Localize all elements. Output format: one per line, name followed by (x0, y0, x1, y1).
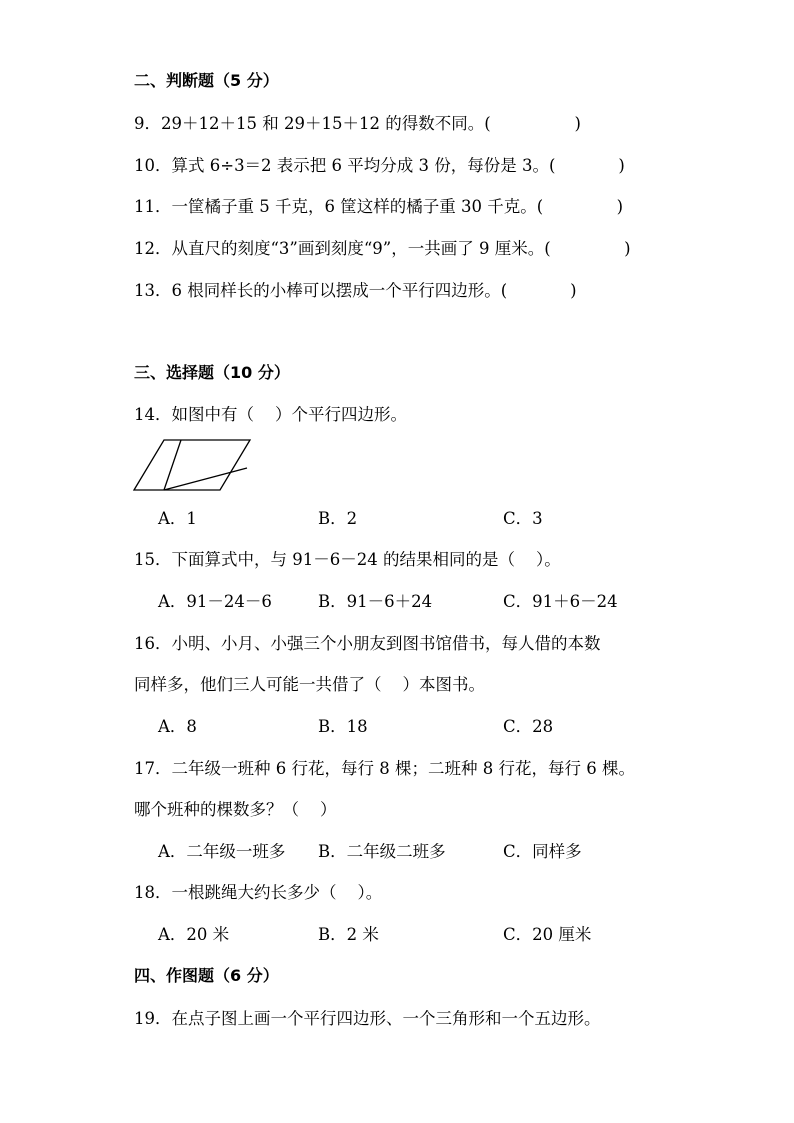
question-17-line-1: 17．二年级一班种 6 行花，每行 8 棵；二班种 8 行花，每行 6 棵。 (134, 759, 635, 778)
q17-option-a: A．二年级一班多 (158, 842, 286, 861)
q14-option-a: A．1 (158, 509, 197, 528)
section-title-drawing: 四、作图题（6 分） (134, 966, 279, 985)
q18-option-b: B．2 米 (318, 925, 379, 944)
question-16-line-2: 同样多，他们三人可能一共借了（ ）本图书。 (134, 675, 485, 694)
question-14: 14．如图中有（ ）个平行四边形。 (134, 405, 407, 424)
section-title-choice: 三、选择题（10 分） (134, 363, 290, 382)
q18-option-c: C．20 厘米 (503, 925, 592, 944)
question-12: 12．从直尺的刻度“3”画到刻度“9”，一共画了 9 厘米。( ) (134, 239, 631, 258)
question-15: 15．下面算式中，与 91－6－24 的结果相同的是（ ）。 (134, 550, 561, 569)
inner-diagonal-line (164, 468, 247, 490)
q16-option-b: B．18 (318, 717, 368, 736)
question-17-line-2: 哪个班种的棵数多？（ ） (134, 800, 337, 819)
section-title-judgement: 二、判断题（5 分） (134, 71, 279, 90)
q15-option-a: A．91－24－6 (158, 592, 272, 611)
q17-option-c: C．同样多 (503, 842, 582, 861)
question-11: 11．一筐橘子重 5 千克，6 筐这样的橘子重 30 千克。( ) (134, 197, 624, 216)
q16-option-a: A．8 (158, 717, 197, 736)
question-9: 9．29＋12＋15 和 29＋15＋12 的得数不同。( ) (134, 114, 581, 133)
q16-option-c: C．28 (503, 717, 554, 736)
q14-option-c: C．3 (503, 509, 543, 528)
q17-option-b: B．二年级二班多 (318, 842, 446, 861)
inner-slant-line (164, 440, 181, 490)
q18-option-a: A．20 米 (158, 925, 230, 944)
q15-option-c: C．91＋6－24 (503, 592, 618, 611)
q15-option-b: B．91－6＋24 (318, 592, 433, 611)
question-13: 13．6 根同样长的小棒可以摆成一个平行四边形。( ) (134, 281, 577, 300)
question-18: 18．一根跳绳大约长多少（ ）。 (134, 883, 383, 902)
q14-option-b: B．2 (318, 509, 358, 528)
parallelogram-figure (132, 438, 254, 492)
question-10: 10．算式 6÷3＝2 表示把 6 平均分成 3 份，每份是 3。( ) (134, 156, 625, 175)
question-19: 19．在点子图上画一个平行四边形、一个三角形和一个五边形。 (134, 1009, 601, 1028)
question-16-line-1: 16．小明、小月、小强三个小朋友到图书馆借书，每人借的本数 (134, 634, 601, 653)
